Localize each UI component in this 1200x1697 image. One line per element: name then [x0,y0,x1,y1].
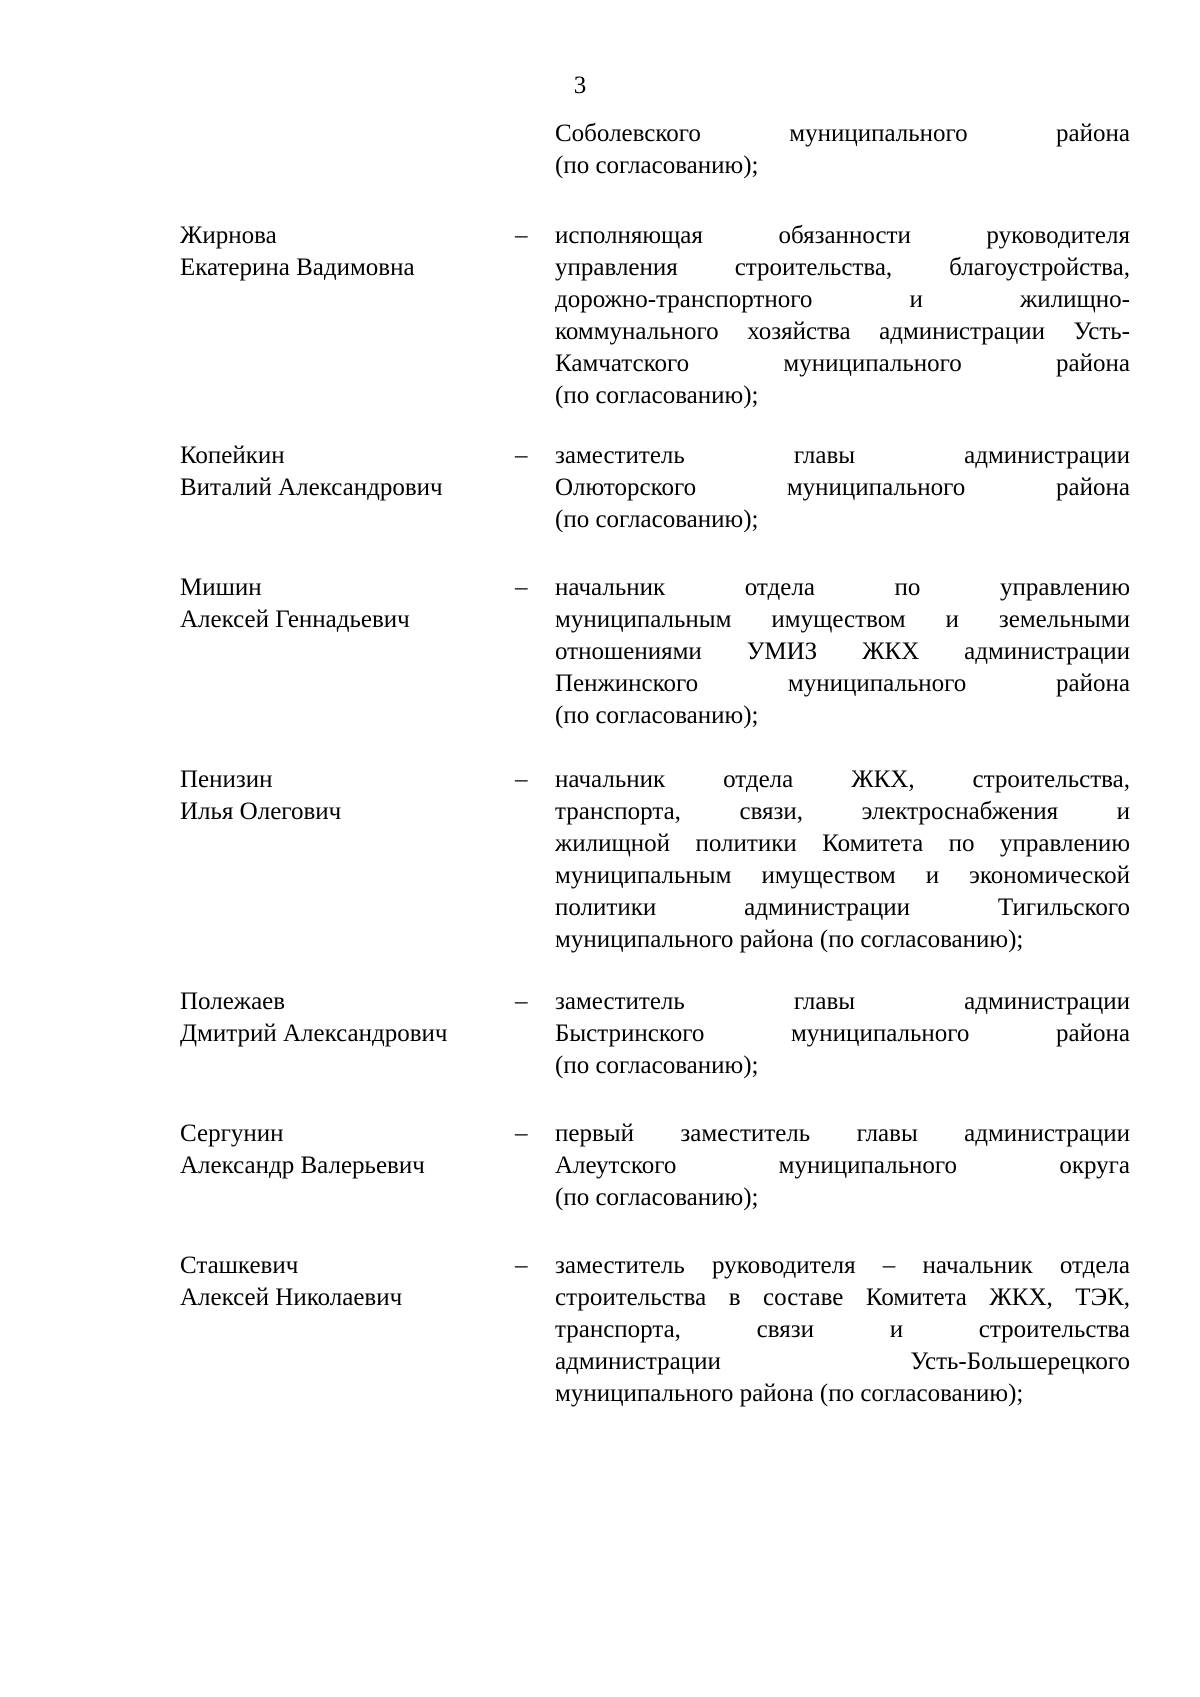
member-surname: Сергунин [180,1120,284,1147]
position-line: первый заместитель главы администрации [555,1120,1130,1147]
position-line: администрации Усть-Большерецкого [555,1348,1130,1375]
member-name [180,986,520,1050]
position-line: Быстринского муниципального района [555,1020,1130,1047]
member-given-names: Екатерина Вадимовна [180,254,415,281]
continuation-line: Соболевского муниципального района [555,120,1130,147]
position-line: жилищной политики Комитета по управлению [555,830,1130,857]
member-given-names: Алексей Геннадьевич [180,606,410,633]
member-name [180,764,520,828]
member-surname: Сташкевич [180,1252,299,1279]
member-surname: Жирнова [180,222,277,249]
dash-separator: – [515,442,528,469]
position-line: политики администрации Тигильского [555,894,1130,921]
member-position [555,572,1130,732]
position-line: дорожно-транспортного и жилищно- [555,286,1130,313]
dash-separator: – [515,766,528,793]
dash-separator: – [515,574,528,601]
member-surname: Полежаев [180,988,286,1015]
position-line: Олюторского муниципального района [555,474,1130,501]
member-name [180,220,520,284]
continuation-text [555,118,1130,182]
member-surname: Копейкин [180,442,285,469]
member-surname: Пенизин [180,766,273,793]
dash-separator: – [515,1120,528,1147]
position-line: (по согласованию); [555,1184,759,1211]
member-given-names: Алексей Николаевич [180,1284,403,1311]
dash-separator: – [515,222,528,249]
position-line: Алеутского муниципального округа [555,1152,1130,1179]
member-surname: Мишин [180,574,262,601]
position-line: заместитель главы администрации [555,442,1130,469]
position-line: транспорта, связи, электроснабжения и [555,798,1130,825]
member-position [555,764,1130,956]
member-position [555,440,1130,536]
position-line: управления строительства, благоустройства, [555,254,1130,281]
position-line: Камчатского муниципального района [555,350,1130,377]
member-given-names: Александр Валерьевич [180,1152,425,1179]
position-line: строительства в составе Комитета ЖКХ, ТЭК, [555,1284,1130,1311]
position-line: (по согласованию); [555,506,759,533]
position-line: отношениями УМИЗ ЖКХ администрации [555,638,1130,665]
position-line: транспорта, связи и строительства [555,1316,1130,1343]
member-given-names: Виталий Александрович [180,474,443,501]
position-line: Пенжинского муниципального района [555,670,1130,697]
position-line: коммунального хозяйства администрации Усть- [555,318,1130,345]
member-given-names: Дмитрий Александрович [180,1020,448,1047]
position-line: (по согласованию); [555,382,759,409]
member-position [555,1118,1130,1214]
member-position [555,986,1130,1082]
page-number: 3 [573,72,587,99]
position-line: муниципальным имуществом и экономической [555,862,1130,889]
member-name [180,572,520,636]
member-name [180,440,520,504]
position-line: муниципальным имуществом и земельными [555,606,1130,633]
member-position [555,220,1130,412]
position-line: заместитель главы администрации [555,988,1130,1015]
member-name [180,1250,520,1314]
dash-separator: – [515,1252,528,1279]
continuation-line: (по согласованию); [555,152,759,179]
position-line: начальник отдела ЖКХ, строительства, [555,766,1130,793]
member-position [555,1250,1130,1410]
position-line: (по согласованию); [555,702,759,729]
position-line: муниципального района (по согласованию); [555,926,1024,953]
position-line: (по согласованию); [555,1052,759,1079]
position-line: заместитель руководителя – начальник отдела [555,1252,1130,1279]
position-line: начальник отдела по управлению [555,574,1130,601]
dash-separator: – [515,988,528,1015]
position-line: исполняющая обязанности руководителя [555,222,1130,249]
position-line: муниципального района (по согласованию); [555,1380,1024,1407]
member-given-names: Илья Олегович [180,798,342,825]
member-name [180,1118,520,1182]
